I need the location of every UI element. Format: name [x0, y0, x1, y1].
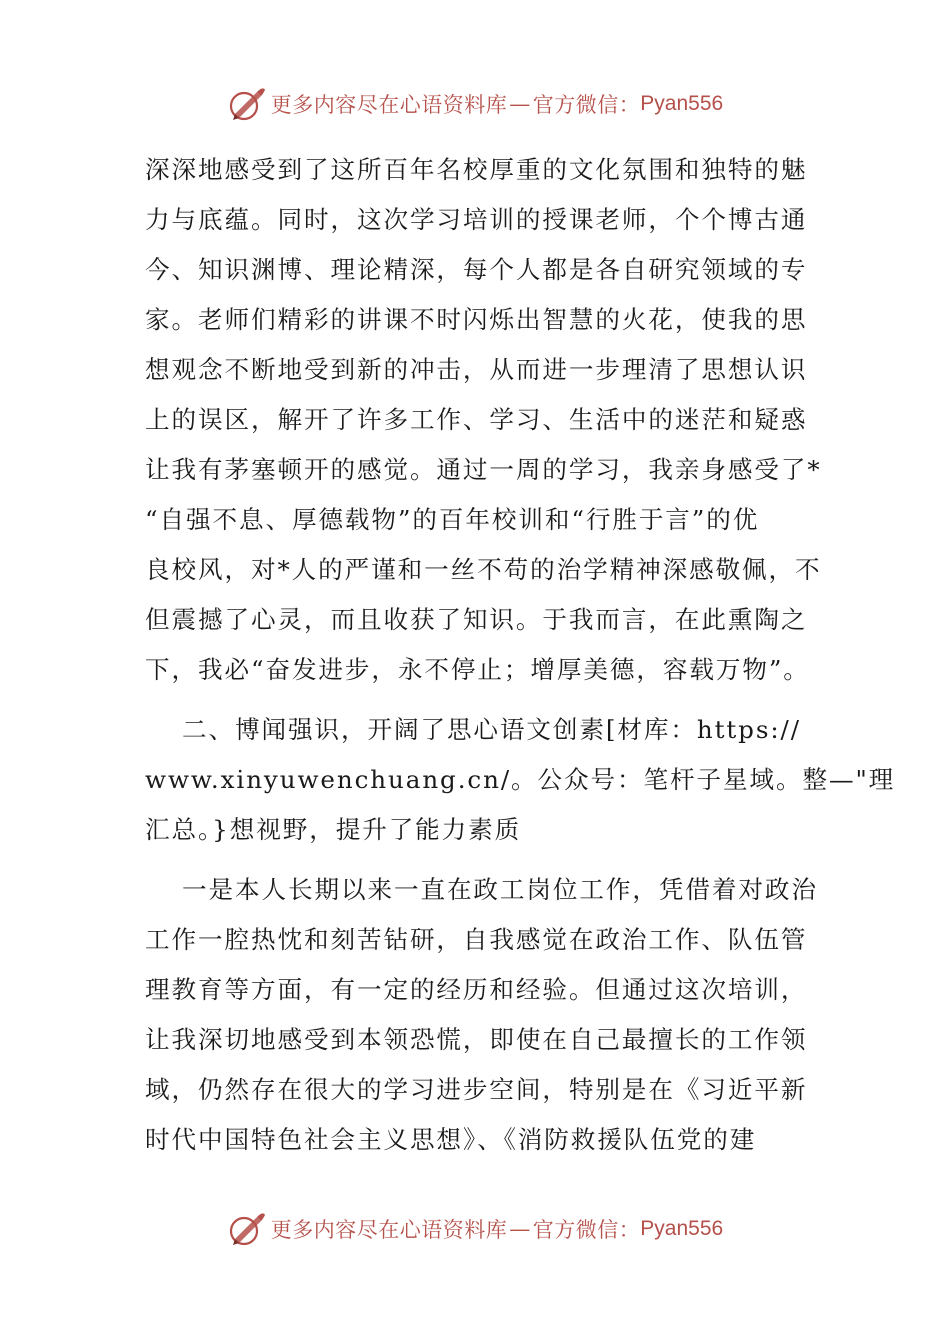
paragraph-3 — [145, 865, 818, 1165]
watermark-separator: — — [509, 92, 531, 116]
watermark-id: Pyan556 — [640, 92, 724, 115]
text-line: 良校风，对*人的严谨和一丝不苟的治学精神深感敬佩，不 — [145, 555, 822, 584]
pen-logo-icon — [227, 1209, 267, 1249]
heading-line: 汇总。}想视野，提升了能力素质 — [145, 815, 522, 844]
text-line: 今、知识渊博、理论精深，每个人都是各自研究领域的专 — [145, 255, 808, 284]
heading-line: 二、博闻强识，开阔了思心语文创素[材库：https:// — [182, 715, 801, 744]
text-line: 理教育等方面，有一定的经历和经验。但通过这次培训， — [145, 975, 808, 1004]
text-line: 深深地感受到了这所百年名校厚重的文化氛围和独特的魅 — [145, 155, 808, 184]
text-line: 力与底蕴。同时，这次学习培训的授课老师，个个博古通 — [145, 205, 808, 234]
text-line: 时代中国特色社会主义思想》、《消防救援队伍党的建 — [145, 1125, 757, 1154]
watermark-text: 更多内容尽在心语资料库 — [270, 93, 508, 117]
pen-logo-icon — [227, 84, 267, 124]
watermark-label: 官方微信： — [532, 1218, 641, 1242]
text-line: 家。老师们精彩的讲课不时闪烁出智慧的火花，使我的思 — [145, 305, 808, 334]
watermark-separator: — — [509, 1217, 531, 1241]
text-line: 下，我必“奋发进步，永不停止；增厚美德，容载万物”。 — [145, 655, 810, 684]
text-line: 让我深切地感受到本领恐慌，即使在自己最擅长的工作领 — [145, 1025, 808, 1054]
text-line: “自强不息、厚德载物”的百年校训和“行胜于言”的优 — [145, 505, 760, 534]
watermark-id: Pyan556 — [640, 1217, 724, 1240]
header-watermark — [0, 84, 950, 124]
text-line: 工作一腔热忱和刻苦钻研，自我感觉在政治工作、队伍管 — [145, 925, 808, 954]
text-line: 让我有茅塞顿开的感觉。通过一周的学习，我亲身感受了* — [145, 455, 822, 484]
text-line: 但震撼了心灵，而且收获了知识。于我而言，在此熏陶之 — [145, 605, 808, 634]
heading-line: www.xinyuwenchuang.cn/。公众号：笔杆子星域。整—"理 — [145, 765, 896, 794]
text-line: 上的误区，解开了许多工作、学习、生活中的迷茫和疑惑 — [145, 405, 808, 434]
section-heading-paragraph — [145, 705, 896, 855]
text-line: 一是本人长期以来一直在政工岗位工作，凭借着对政治 — [182, 875, 818, 904]
document-body — [145, 145, 896, 1165]
watermark-text: 更多内容尽在心语资料库 — [270, 1218, 508, 1242]
paragraph-1 — [145, 145, 822, 695]
text-line: 想观念不断地受到新的冲击，从而进一步理清了思想认识 — [145, 355, 808, 384]
watermark-label: 官方微信： — [532, 93, 641, 117]
text-line: 域，仍然存在很大的学习进步空间，特别是在《习近平新 — [145, 1075, 808, 1104]
footer-watermark — [0, 1209, 950, 1249]
